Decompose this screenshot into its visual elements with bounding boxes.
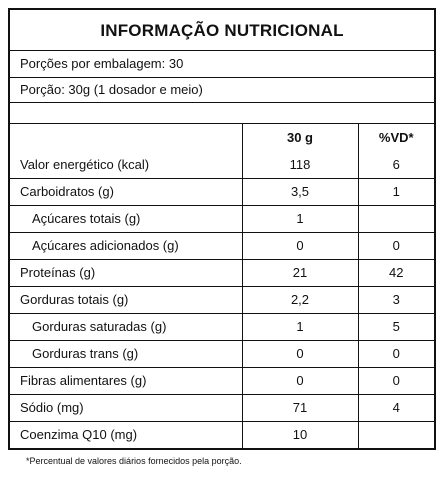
nutrient-qty: 0 <box>242 341 358 368</box>
nutrient-vd: 5 <box>358 314 434 341</box>
nutrient-vd: 0 <box>358 233 434 260</box>
nutrient-vd <box>358 206 434 233</box>
nutrition-table <box>10 124 434 448</box>
label-title: INFORMAÇÃO NUTRICIONAL <box>10 10 434 51</box>
nutrient-vd: 0 <box>358 341 434 368</box>
nutrient-vd: 6 <box>358 152 434 179</box>
nutrient-qty: 10 <box>242 422 358 449</box>
nutrient-qty: 1 <box>242 314 358 341</box>
nutrient-vd: 4 <box>358 395 434 422</box>
table-row <box>10 341 434 368</box>
portion-size: Porção: 30g (1 dosador e meio) <box>10 78 434 103</box>
nutrient-name: Carboidratos (g) <box>10 179 242 206</box>
portions-per-package: Porções por embalagem: 30 <box>10 51 434 78</box>
table-row <box>10 395 434 422</box>
nutrient-vd: 1 <box>358 179 434 206</box>
table-row <box>10 233 434 260</box>
header-name <box>10 124 242 152</box>
nutrient-qty: 0 <box>242 368 358 395</box>
table-row <box>10 179 434 206</box>
nutrient-name: Sódio (mg) <box>10 395 242 422</box>
nutrient-qty: 71 <box>242 395 358 422</box>
header-qty: 30 g <box>242 124 358 152</box>
table-row <box>10 287 434 314</box>
nutrient-vd: 0 <box>358 368 434 395</box>
table-header-row <box>10 124 434 152</box>
nutrient-name: Proteínas (g) <box>10 260 242 287</box>
nutrient-name: Gorduras trans (g) <box>10 341 242 368</box>
section-gap <box>10 103 434 124</box>
table-row <box>10 260 434 287</box>
nutrient-vd <box>358 422 434 449</box>
nutrient-qty: 3,5 <box>242 179 358 206</box>
nutrient-vd: 3 <box>358 287 434 314</box>
nutrient-qty: 0 <box>242 233 358 260</box>
nutrient-name: Gorduras saturadas (g) <box>10 314 242 341</box>
header-vd: %VD* <box>358 124 434 152</box>
nutrition-label <box>8 8 436 450</box>
nutrient-name: Gorduras totais (g) <box>10 287 242 314</box>
nutrient-qty: 2,2 <box>242 287 358 314</box>
nutrient-name: Valor energético (kcal) <box>20 157 150 172</box>
nutrient-name: Açúcares adicionados (g) <box>10 233 242 260</box>
table-row <box>10 314 434 341</box>
nutrient-qty: 21 <box>242 260 358 287</box>
nutrient-name: Fibras alimentares (g) <box>10 368 242 395</box>
nutrient-name: Coenzima Q10 (mg) <box>10 422 242 449</box>
nutrient-qty: 1 <box>242 206 358 233</box>
nutrient-name: Açúcares totais (g) <box>10 206 242 233</box>
nutrient-vd: 42 <box>358 260 434 287</box>
table-row <box>10 152 434 179</box>
table-row <box>10 368 434 395</box>
table-row <box>10 206 434 233</box>
footnote: *Percentual de valores diários fornecidos pela porção. <box>26 456 242 466</box>
table-row <box>10 422 434 449</box>
nutrient-qty: 118 <box>242 152 358 179</box>
